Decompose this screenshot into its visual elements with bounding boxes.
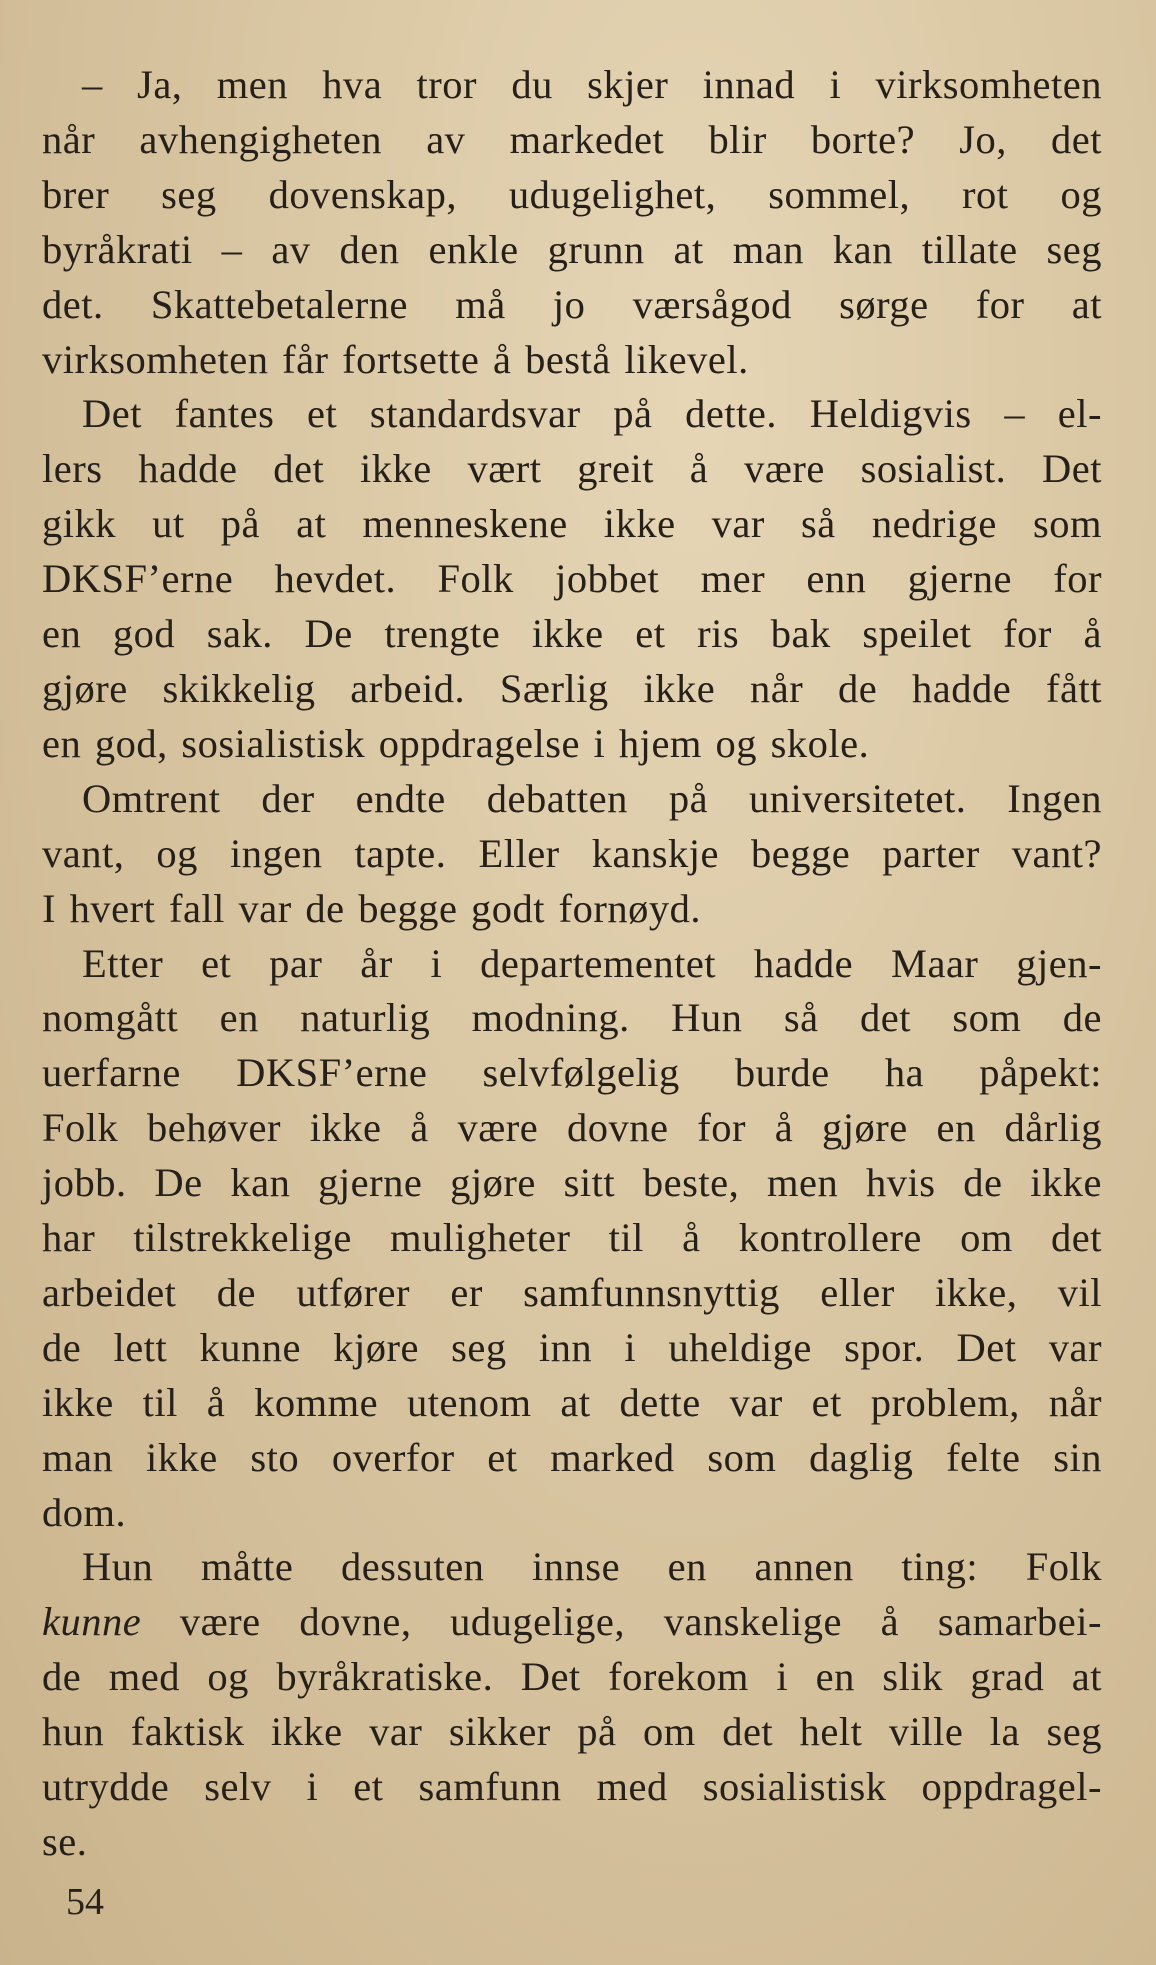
text-line: hun faktisk ikke var sikker på om det helt ville la seg bbox=[42, 1709, 1102, 1755]
paragraph-3 bbox=[42, 772, 1102, 937]
paragraph-4 bbox=[42, 937, 1102, 1541]
text-line: Folk behøver ikke å være dovne for å gjøre en dårlig bbox=[42, 1105, 1102, 1151]
text-line: lers hadde det ikke vært greit å være sosialist. Det bbox=[42, 446, 1102, 492]
text-line: vant, og ingen tapte. Eller kanskje begge parter vant? bbox=[42, 830, 1102, 876]
text-line: Hun måtte dessuten innse en annen ting: Folk bbox=[82, 1544, 1102, 1590]
body-text bbox=[42, 58, 1102, 1870]
text-line: dom. bbox=[42, 1489, 127, 1535]
text-line: en god, sosialistisk oppdragelse i hjem og skole. bbox=[42, 720, 870, 766]
text-line: en god sak. De trengte ikke et ris bak speilet for å bbox=[42, 611, 1102, 657]
paragraph-5 bbox=[42, 1540, 1102, 1869]
text-line: har tilstrekkelige muligheter til å kontrollere om det bbox=[42, 1215, 1102, 1261]
text-line-with-italic bbox=[42, 1595, 1102, 1650]
text-line: se. bbox=[42, 1819, 88, 1864]
text-line: det. Skattebetalerne må jo værsågod sørge for at bbox=[42, 281, 1102, 327]
text-line: man ikke sto overfor et marked som daglig felte sin bbox=[42, 1434, 1102, 1480]
text-line: Etter et par år i departementet hadde Maar gjen- bbox=[82, 940, 1102, 986]
text-line: Det fantes et standardsvar på dette. Heldigvis – el- bbox=[82, 391, 1102, 437]
italic-word: kunne bbox=[42, 1599, 142, 1645]
text-line: I hvert fall var de begge godt fornøyd. bbox=[42, 885, 702, 931]
text-line: når avhengigheten av markedet blir borte? Jo, det bbox=[42, 116, 1102, 162]
text-line: brer seg dovenskap, udugelighet, sommel, rot og bbox=[42, 171, 1102, 217]
text-line: virksomheten får fortsette å bestå likevel. bbox=[42, 336, 749, 382]
page-number: 54 bbox=[66, 1881, 104, 1923]
text-line: gjøre skikkelig arbeid. Særlig ikke når de hadde fått bbox=[42, 665, 1102, 711]
text-line: – Ja, men hva tror du skjer innad i virksomheten bbox=[82, 62, 1102, 107]
text-line: nomgått en naturlig modning. Hun så det som de bbox=[42, 995, 1102, 1041]
text-line: byråkrati – av den enkle grunn at man kan tillate seg bbox=[42, 226, 1102, 272]
text-line: jobb. De kan gjerne gjøre sitt beste, men hvis de ikke bbox=[42, 1160, 1102, 1206]
text-line: de lett kunne kjøre seg inn i uheldige spor. Det var bbox=[42, 1324, 1102, 1370]
text-line: de med og byråkratiske. Det forekom i en slik grad at bbox=[42, 1654, 1102, 1700]
paragraph-2 bbox=[42, 387, 1102, 771]
text-line: ikke til å komme utenom at dette var et problem, når bbox=[42, 1379, 1102, 1425]
text-line: gikk ut på at menneskene ikke var så nedrige som bbox=[42, 501, 1102, 547]
text-line: Omtrent der endte debatten på universitetet. Ingen bbox=[82, 775, 1102, 821]
text-line-rest: være dovne, udugelige, vanskelige å samarbei- bbox=[141, 1599, 1102, 1645]
text-line: arbeidet de utfører er samfunnsnyttig eller ikke, vil bbox=[42, 1269, 1102, 1315]
paragraph-1 bbox=[42, 58, 1102, 387]
text-line: uerfarne DKSF’erne selvfølgelig burde ha påpekt: bbox=[42, 1050, 1102, 1096]
text-line: DKSF’erne hevdet. Folk jobbet mer enn gjerne for bbox=[42, 556, 1102, 602]
text-line: utrydde selv i et samfunn med sosialistisk oppdragel- bbox=[42, 1764, 1102, 1810]
